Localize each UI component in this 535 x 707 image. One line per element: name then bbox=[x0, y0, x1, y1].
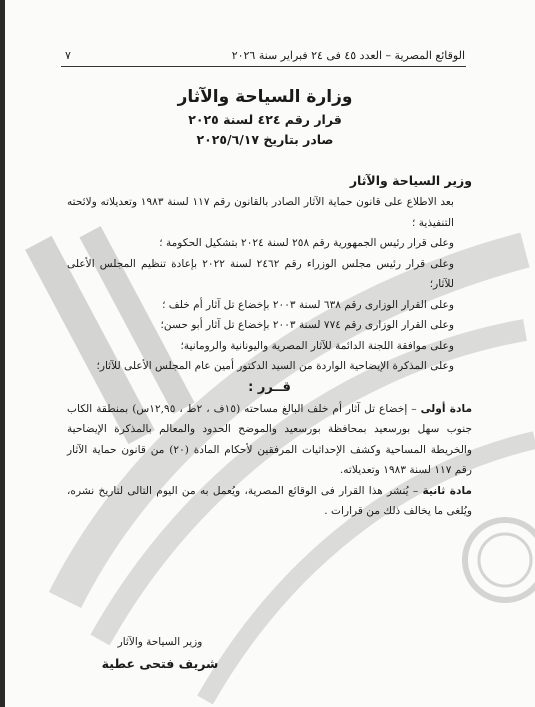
ministry-title: وزارة السياحة والآثار bbox=[177, 87, 353, 107]
preamble-paragraph: وعلى القرار الوزارى رقم ٦٣٨ لسنة ٢٠٠٣ بإخضاع تل آثار أم خلف ؛ bbox=[162, 298, 454, 311]
article-2-label: مادة ثانية bbox=[422, 484, 472, 497]
article-1-text: – إخضاع تل آثار أم خلف البالغ مساحته (١٥ف ، ٢ط ، ١٢,٩٥س) بمنطقة الكاب جنوب سهل بورسعيد بمحافظة بورسعيد والموضح الحدود والمعالم بالمذكرة الإيضاحية والخريطة المساحية وكشف الإحداثيات المرفقين لأحكام المادة (٢٠) من قانون حماية الآثار رقم ١١٧ لسنة ١٩٨٣ وتعديلاته. bbox=[67, 402, 472, 476]
running-title: الوقائع المصرية – العدد ٤٥ فى ٢٤ فبراير سنة ٢٠٢٦ bbox=[231, 48, 465, 62]
preamble-paragraph: وعلى المذكرة الإيضاحية الواردة من السيد الدكتور أمين عام المجلس الأعلى للآثار؛ bbox=[96, 360, 454, 372]
running-header bbox=[65, 44, 465, 66]
page-number: ٧ bbox=[65, 48, 71, 62]
decree-body bbox=[67, 170, 472, 522]
article-2 bbox=[67, 481, 472, 522]
decree-issue-date: صادر بتاريخ ٢٠٢٥/٦/١٧ bbox=[196, 132, 334, 147]
header-divider bbox=[61, 66, 466, 67]
article-2-text: – يُنشر هذا القرار فى الوقائع المصرية، ويُعمل به من اليوم التالى لتاريخ نشره، ويُلغى ما يخالف ذلك من قرارات . bbox=[67, 484, 472, 517]
signatory-name: شريف فتحى عطية bbox=[101, 656, 219, 671]
preamble-paragraph: بعد الاطلاع على قانون حماية الآثار الصادر بالقانون رقم ١١٧ لسنة ١٩٨٣ وتعديلاته ولائحته التنفيذية ؛ bbox=[67, 196, 454, 229]
preamble-paragraph: وعلى القرار الوزارى رقم ٧٧٤ لسنة ٢٠٠٣ بإخضاع تل آثار أبو حسن؛ bbox=[160, 319, 454, 331]
preamble-paragraph: وعلى قرار رئيس الجمهورية رقم ٢٥٨ لسنة ٢٠٢٤ بتشكيل الحكومة ؛ bbox=[159, 237, 454, 249]
decree-title-block bbox=[65, 84, 465, 150]
signatory-role: وزير السياحة والآثار bbox=[117, 636, 203, 648]
preamble-paragraph: وعلى موافقة اللجنة الدائمة للآثار المصرية واليونانية والرومانية؛ bbox=[180, 339, 454, 352]
minister-heading: وزير السياحة والآثار bbox=[349, 173, 472, 188]
signature-block bbox=[85, 632, 235, 676]
article-1 bbox=[67, 399, 472, 481]
decision-heading: قــرر : bbox=[248, 379, 291, 395]
preamble-paragraph: وعلى قرار رئيس مجلس الوزراء رقم ٢٤٦٢ لسنة ٢٠٢٢ بإعادة تنظيم المجلس الأعلى للآثار؛ bbox=[67, 257, 454, 290]
article-1-label: مادة أولى bbox=[420, 402, 473, 415]
decree-number: قرار رقم ٤٢٤ لسنة ٢٠٢٥ bbox=[188, 112, 342, 127]
